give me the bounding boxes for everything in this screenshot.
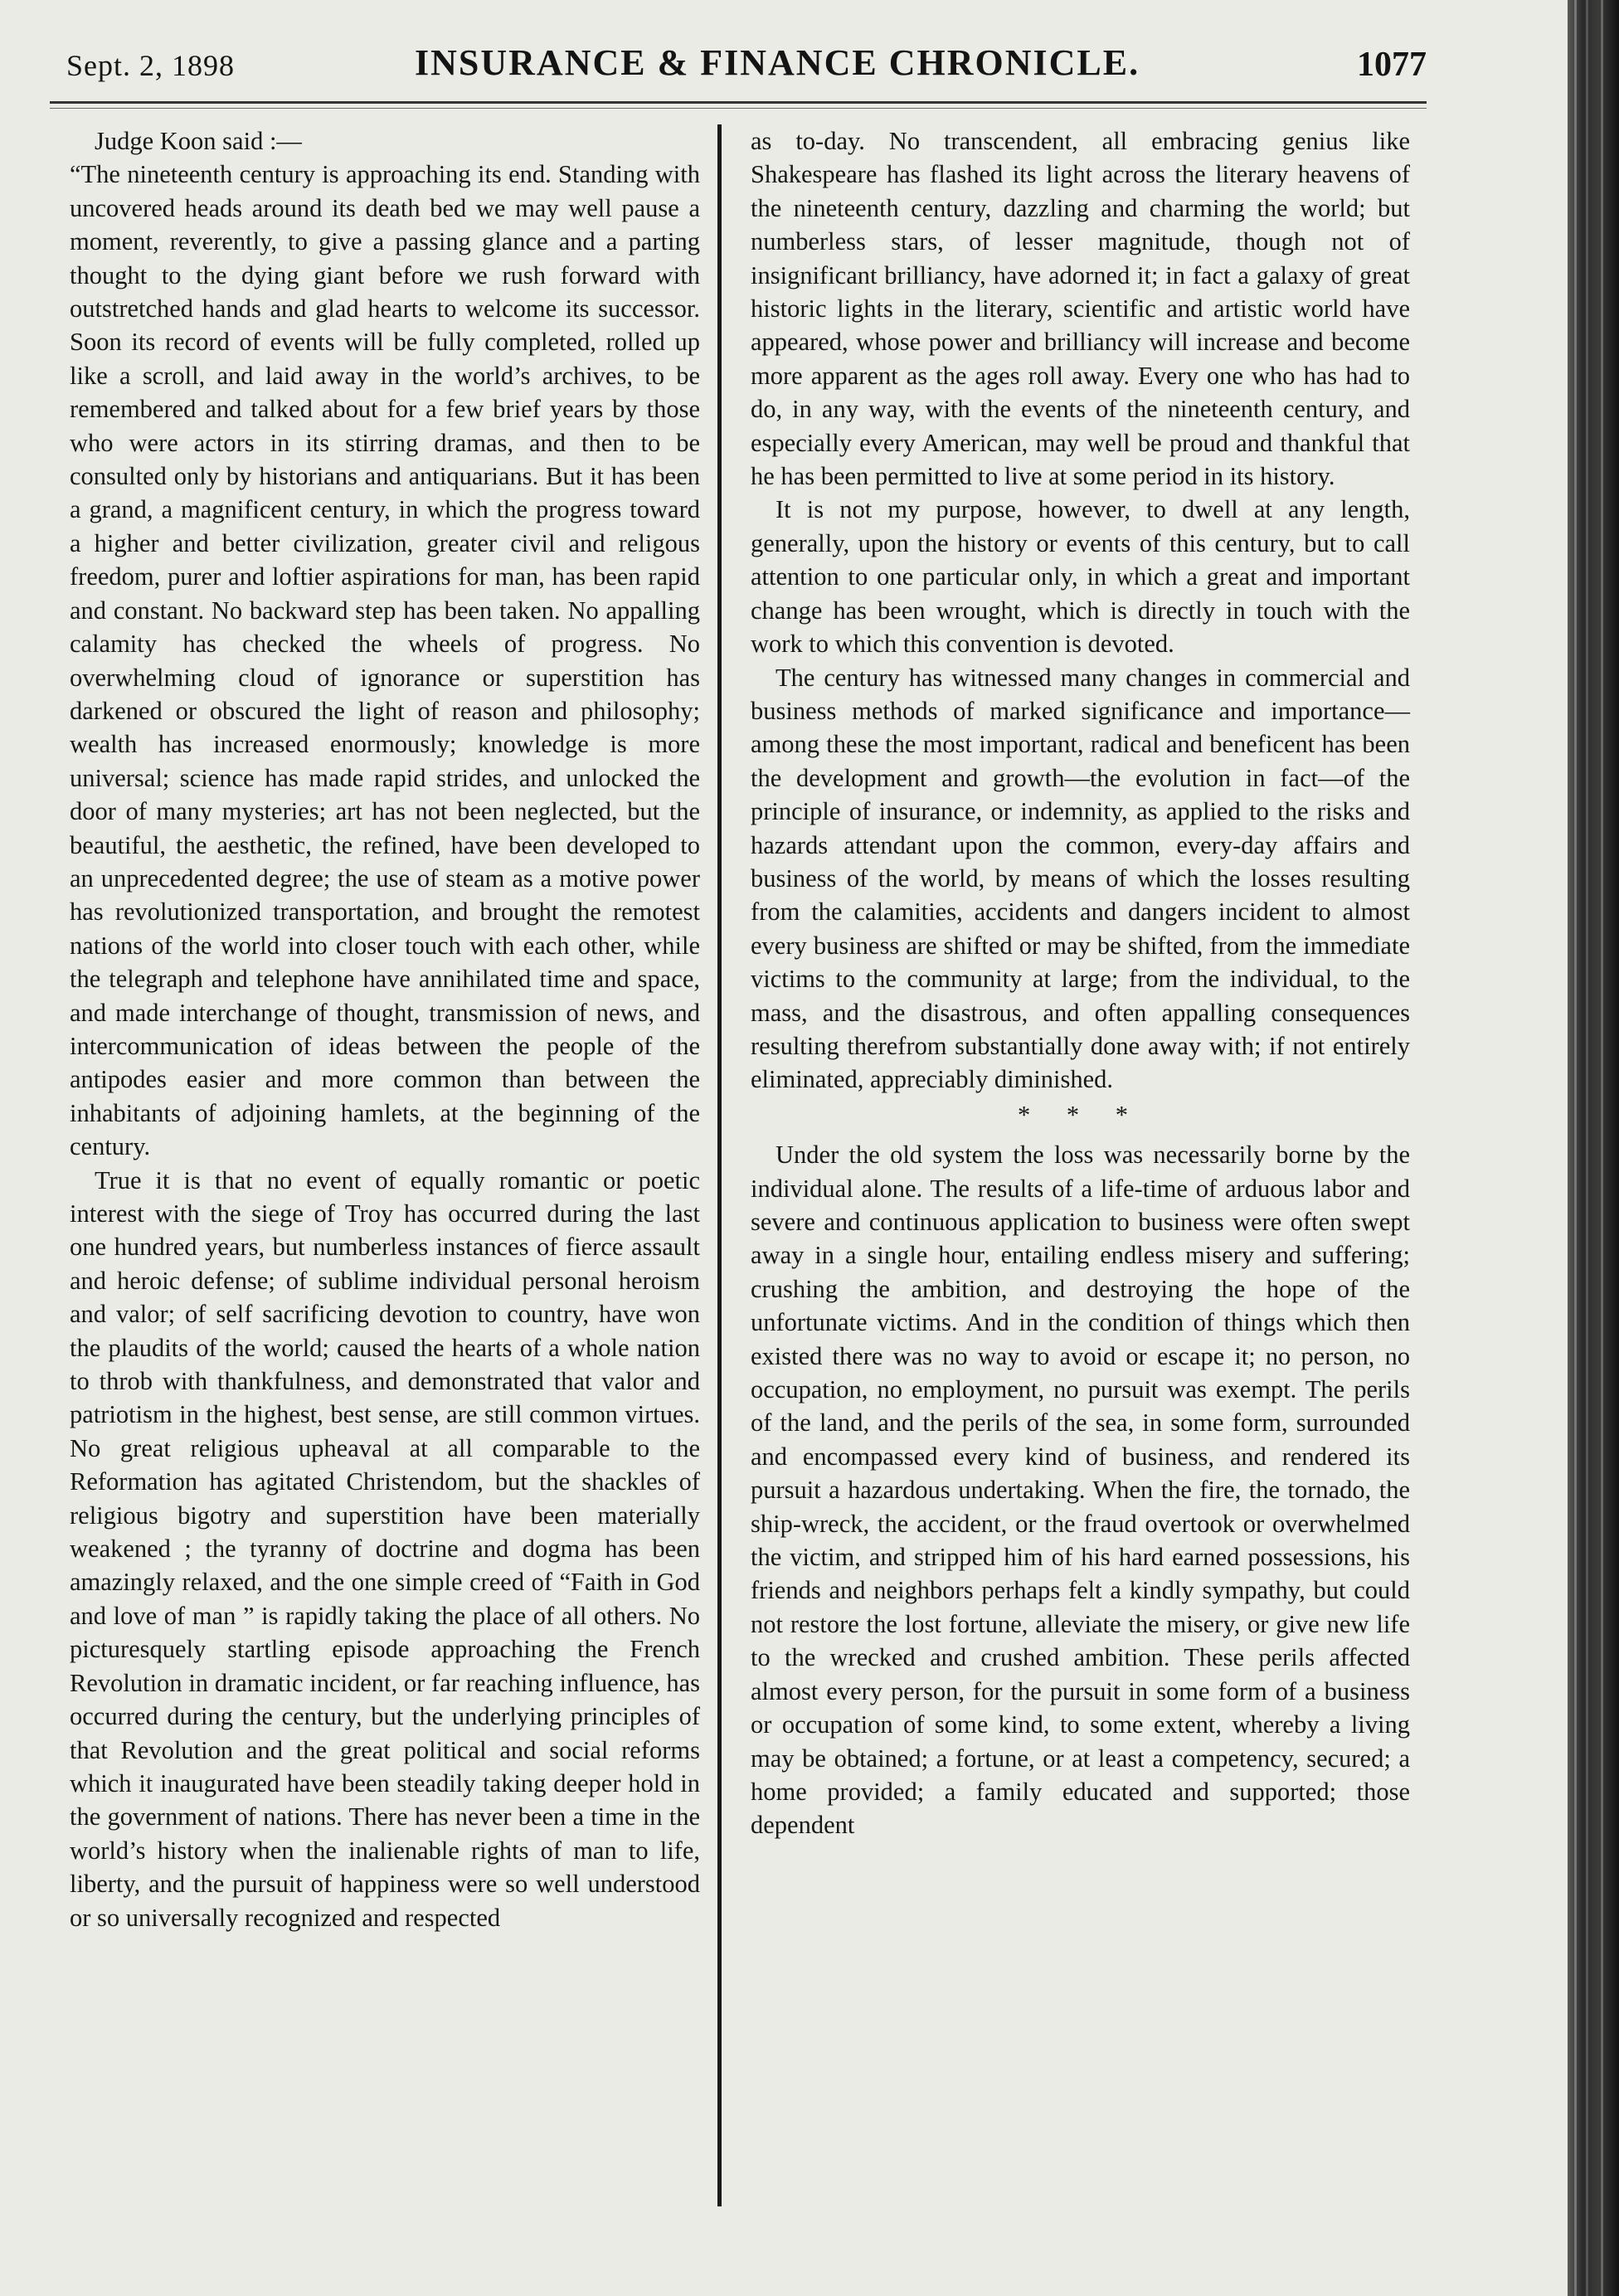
header-rule bbox=[50, 101, 1427, 104]
issue-date: Sept. 2, 1898 bbox=[66, 49, 236, 82]
paragraph: Under the old system the loss was necessarily borne by the individual alone. The results of a life-time of arduous labor and severe and continuous application to business were often swept away in a single hour, entailing endless misery and suffering; crushing the ambition, and destroying the hope of the unfortunate victims. And in the condition of things which then existed there was no way to avoid or escape it; no person, no occupation, no employment, no pursuit was exempt. The perils of the land, and the perils of the sea, in some form, surrounded and encompassed every kind of business, and rendered its pursuit a hazardous undertaking. When the fire, the tornado, the ship-wreck, the accident, or the fraud overtook or overwhelmed the victim, and stripped him of his hard earned possessions, his friends and neighbors perhaps felt a kindly sympathy, but could not restore the lost fortune, alleviate the misery, or give new life to the wrecked and crushed ambition. These perils affected almost every person, for the pursuit in some form of a business or occupation of some kind, to some extent, whereby a living may be obtained; a fortune, or at least a competency, secured; a home provided; a family educated and supported; those dependent bbox=[751, 1141, 1410, 1840]
paragraph: The century has witnessed many changes in commercial and business methods of marked significance and importance—among these the most important, radical and beneficent has been the development and growth—the evolution in fact—of the principle of insurance, or indemnity, as applied to the risks and hazards attendant upon the common, every-day affairs and business of the world, by means of which the losses resulting from the calamities, accidents and dangers incident to almost every business are shifted or may be shifted, from the immediate victims to the community at large; from the individual, to the mass, and the disastrous, and often appalling consequences resulting therefrom substantially done away with; if not entirely eliminated, appreciably diminished. bbox=[751, 663, 1410, 1094]
running-header bbox=[66, 41, 1427, 100]
column-divider bbox=[717, 124, 722, 2206]
section-separator: * * * bbox=[1018, 1100, 1143, 1129]
book-binding-edge bbox=[1568, 0, 1619, 2296]
paragraph: as to-day. No transcendent, all embracing genius like Shakespeare has flashed its light across the literary heavens of the nineteenth century, dazzling and charming the world; but numberless stars, of lesser magnitude, though not of insignificant brilliancy, have adorned it; in fact a galaxy of great historic lights in the literary, scientific and artistic world have appeared, whose power and brilliancy will increase and become more apparent as the ages roll away. Every one who has had to do, in any way, with the events of the nineteenth century, and especially every American, may well be proud and thankful that he has been permitted to live at some period in its history. bbox=[751, 127, 1410, 491]
paragraph: It is not my purpose, however, to dwell at any length, generally, upon the history or events of this century, but to call attention to one particular only, in which a great and important change has been wrought, which is directly in touch with the work to which this convention is devoted. bbox=[751, 495, 1410, 659]
paragraph: “The nineteenth century is approaching its end. Standing with uncovered heads around its death bed we may well pause a moment, reverently, to give a passing glance and a parting thought to the dying giant before we rush forward with outstretched hands and glad hearts to welcome its successor. Soon its record of events will be fully completed, rolled up like a scroll, and laid away in the world’s archives, to be remembered and talked about for a few brief years by those who were actors in its stirring dramas, and then to be consulted only by historians and antiquarians. But it has been a grand, a magnificent century, in which the progress toward a higher and better civilization, greater civil and religous freedom, purer and loftier aspirations for man, has been rapid and constant. No backward step has been taken. No appalling calamity has checked the wheels of progress. No overwhelming cloud of ignorance or superstition has darkened or obscured the light of reason and philosophy; wealth has increased enormously; knowledge is more universal; science has made rapid strides, and unlocked the door of many mysteries; art has not been neglected, but the beautiful, the aesthetic, the refined, have been developed to an unprecedented degree; the use of steam as a motive power has revolutionized transportation, and brought the remotest nations of the world into closer touch with each other, while the telegraph and telephone have annihilated time and space, and made interchange of thought, transmission of news, and intercommunication of ideas between the people of the antipodes easier and more common than between the inhabitants of adjoining hamlets, at the beginning of the century. bbox=[70, 160, 700, 1161]
speaker-intro: Judge Koon said :— bbox=[95, 127, 302, 155]
paragraph: True it is that no event of equally romantic or poetic interest with the siege of Troy has occurred during the last one hundred years, but numberless instances of fierce assault and heroic defense; of sublime individual personal heroism and valor; of self sacrificing devotion to country, have won the plaudits of the world; caused the hearts of a whole nation to throb with thankfulness, and demonstrated that valor and patriotism in the highest, best sense, are still common virtues. No great religious upheaval at all comparable to the Reformation has agitated Christendom, but the shackles of religious bigotry and superstition have been materially weakened ; the tyranny of doctrine and dogma has been amazingly relaxed, and the one simple creed of “Faith in God and love of man ” is rapidly taking the place of all others. No picturesquely startling episode approaching the French Revolution in dramatic incident, or far reaching influence, has occurred during the century, but the underlying principles of that Revolution and the great political and social reforms which it inaugurated have been steadily taking deeper hold in the government of nations. There has never been a time in the world’s history when the inalienable rights of man to life, liberty, and the pursuit of happiness were so well understood or so universally recognized and respected bbox=[70, 1165, 700, 1932]
page-number: 1077 bbox=[1357, 46, 1427, 84]
header-rule-thin bbox=[50, 108, 1427, 109]
right-column bbox=[751, 124, 1410, 1842]
binding-line bbox=[1574, 0, 1577, 2296]
binding-line bbox=[1601, 0, 1603, 2296]
publication-title: INSURANCE & FINANCE CHRONICLE. bbox=[415, 42, 1140, 83]
binding-line bbox=[1586, 0, 1588, 2296]
left-column bbox=[70, 124, 700, 1934]
